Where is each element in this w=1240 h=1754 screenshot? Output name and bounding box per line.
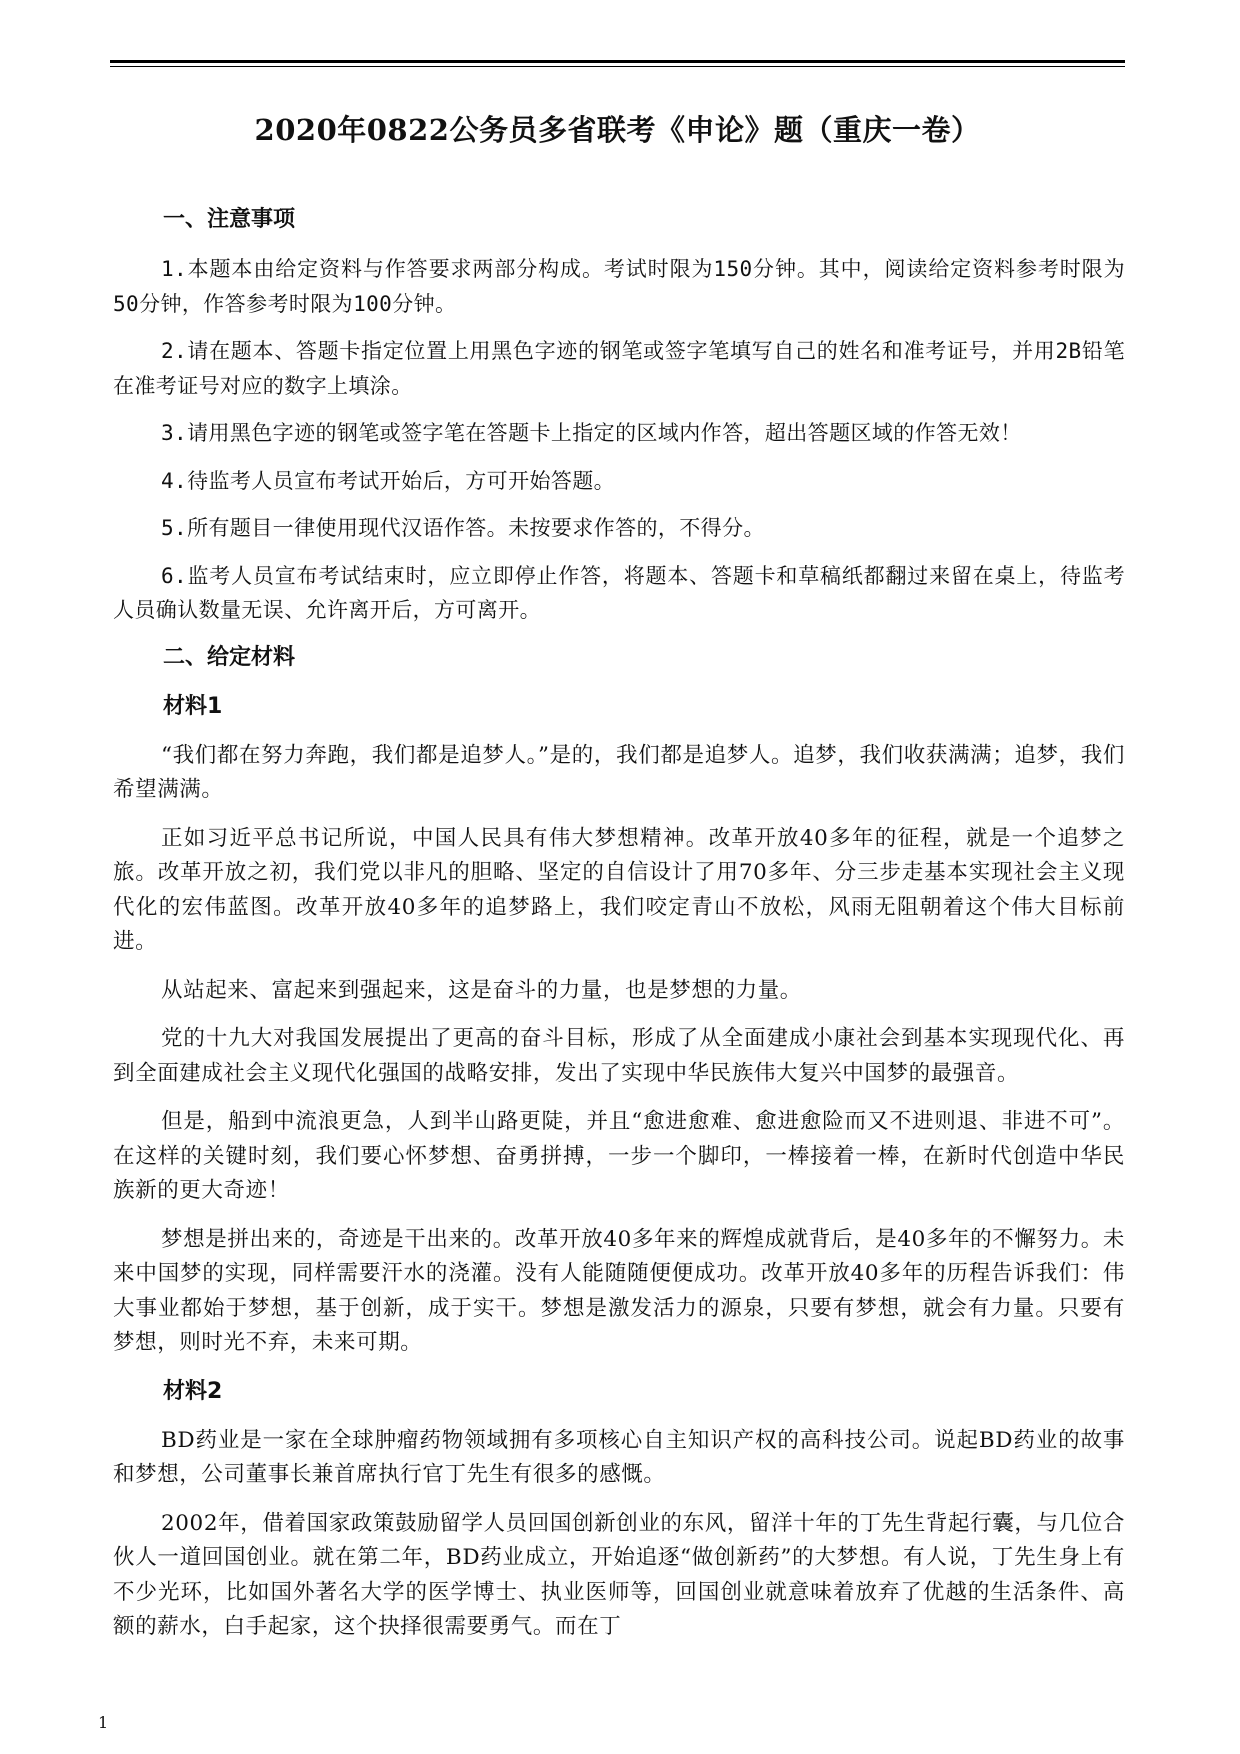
material1-paragraph: “我们都在努力奔跑，我们都是追梦人。”是的，我们都是追梦人。追梦，我们收获满满；追梦，我们希望满满。 bbox=[113, 742, 1125, 802]
material1-paragraph: 党的十九大对我国发展提出了更高的奋斗目标，形成了从全面建成小康社会到基本实现现代化、再到全面建成社会主义现代化强国的战略安排，发出了实现中华民族伟大复兴中国梦的最强音。 bbox=[113, 1026, 1125, 1086]
notice-item: 5.所有题目一律使用现代汉语作答。未按要求作答的，不得分。 bbox=[161, 516, 765, 540]
material2-heading: 材料2 bbox=[163, 1378, 223, 1404]
header-rule bbox=[110, 60, 1125, 63]
material1-paragraph: 但是，船到中流浪更急，人到半山路更陡，并且“愈进愈难、愈进愈险而又不进则退、非进不可”。在这样的关键时刻，我们要心怀梦想、奋勇拼搏，一步一个脚印，一棒接着一棒，在新时代创造中华民族新的更大奇迹！ bbox=[113, 1109, 1125, 1203]
document-body bbox=[113, 203, 1125, 1659]
material2-paragraph: 2002年，借着国家政策鼓励留学人员回国创新创业的东风，留洋十年的丁先生背起行囊，与几位合伙人一道回国创业。就在第二年，BD药业成立，开始追逐“做创新药”的大梦想。有人说，丁先生身上有不少光环，比如国外著名大学的医学博士、执业医师等，回国创业就意味着放弃了优越的生活条件、高额的薪水，白手起家，这个抉择很需要勇气。而在丁 bbox=[113, 1510, 1125, 1639]
notice-list bbox=[113, 252, 1125, 628]
material2-paragraph: BD药业是一家在全球肿瘤药物领域拥有多项核心自主知识产权的高科技公司。说起BD药业的故事和梦想，公司董事长兼首席执行官丁先生有很多的感慨。 bbox=[113, 1427, 1125, 1487]
notice-item: 1.本题本由给定资料与作答要求两部分构成。考试时限为150分钟。其中，阅读给定资料参考时限为50分钟，作答参考时限为100分钟。 bbox=[113, 257, 1125, 316]
page-number: 1 bbox=[98, 1713, 109, 1732]
header-rule-thin bbox=[110, 66, 1125, 67]
notice-item: 6.监考人员宣布考试结束时，应立即停止作答，将题本、答题卡和草稿纸都翻过来留在桌上，待监考人员确认数量无误、允许离开后，方可离开。 bbox=[113, 563, 1125, 622]
notice-item: 4.待监考人员宣布考试开始后，方可开始答题。 bbox=[161, 468, 616, 493]
material1-paragraph: 从站起来、富起来到强起来，这是奋斗的力量，也是梦想的力量。 bbox=[161, 977, 802, 1003]
material1-paragraph: 梦想是拼出来的，奇迹是干出来的。改革开放40多年来的辉煌成就背后，是40多年的不懈努力。未来中国梦的实现，同样需要汗水的浇灌。没有人能随随便便成功。改革开放40多年的历程告诉我们：伟大事业都始于梦想，基于创新，成于实干。梦想是激发活力的源泉，只要有梦想，就会有力量。只要有梦想，则时光不弃，未来可期。 bbox=[113, 1226, 1125, 1355]
notice-item: 2.请在题本、答题卡指定位置上用黑色字迹的钢笔或签字笔填写自己的姓名和准考证号，并用2B铅笔在准考证号对应的数字上填涂。 bbox=[113, 339, 1125, 398]
materials-heading: 二、给定材料 bbox=[163, 644, 296, 670]
material1-heading: 材料1 bbox=[163, 693, 223, 719]
notice-item: 3.请用黑色字迹的钢笔或签字笔在答题卡上指定的区域内作答，超出答题区域的作答无效！ bbox=[161, 421, 1022, 445]
material1-paragraph: 正如习近平总书记所说，中国人民具有伟大梦想精神。改革开放40多年的征程，就是一个追梦之旅。改革开放之初，我们党以非凡的胆略、坚定的自信设计了用70多年、分三步走基本实现社会主义现代化的宏伟蓝图。改革开放40多年的追梦路上，我们咬定青山不放松，风雨无阻朝着这个伟大目标前进。 bbox=[113, 825, 1125, 954]
document-title: 2020年0822公务员多省联考《申论》题（重庆一卷） bbox=[254, 113, 981, 147]
notice-heading: 一、注意事项 bbox=[163, 207, 296, 232]
